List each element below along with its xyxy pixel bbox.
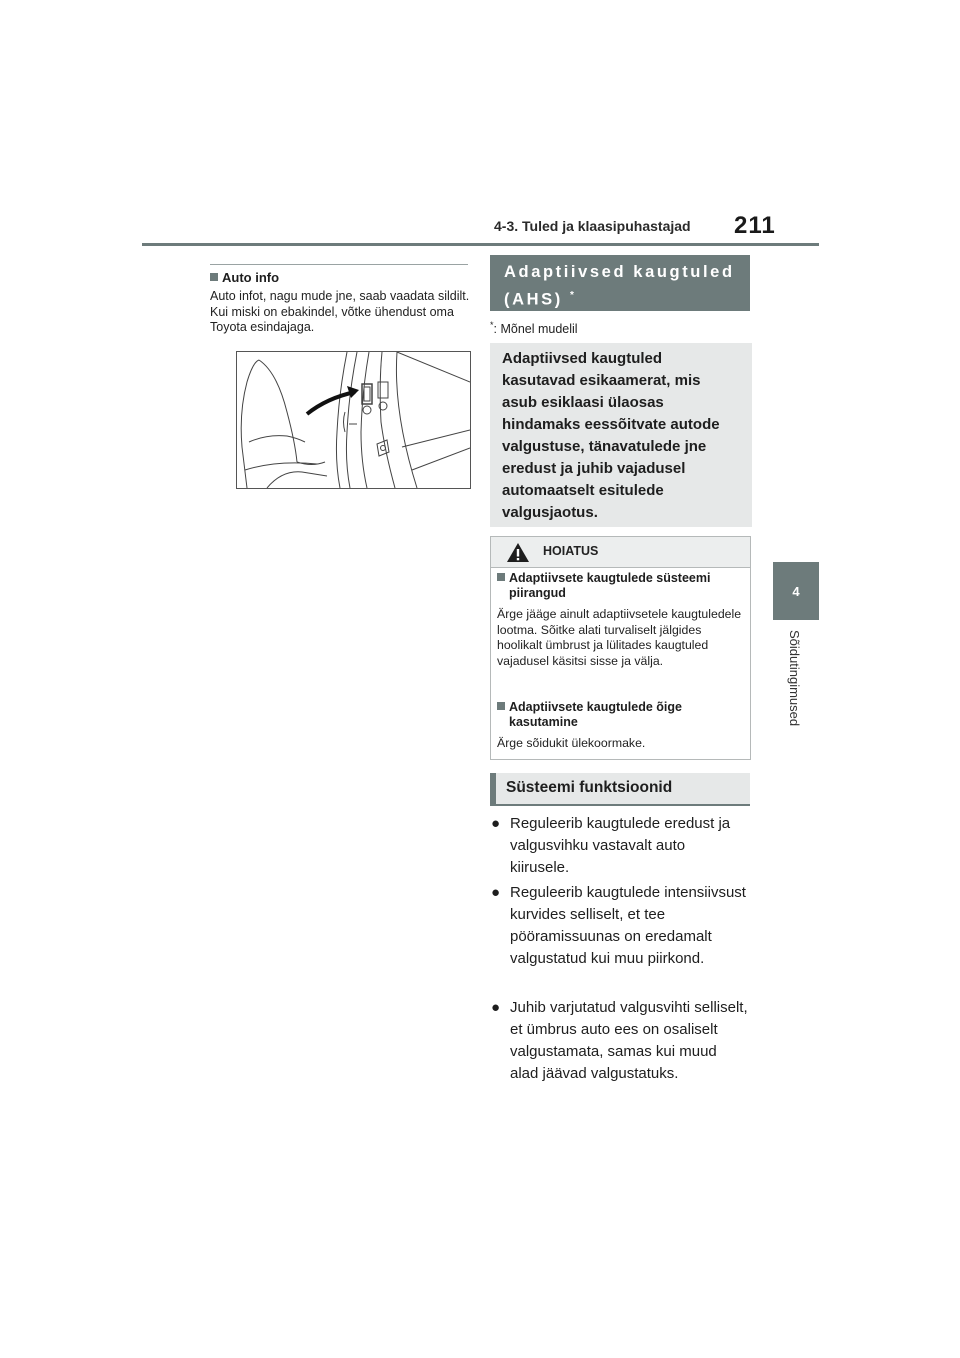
model-note-text: : Mõnel mudelil xyxy=(493,322,578,337)
warning-body-2: Ärge sõidukit ülekoormake. xyxy=(497,736,646,750)
ahs-title-line2: (AHS) xyxy=(504,290,563,309)
auto-info-heading-text: Auto info xyxy=(222,270,280,285)
door-pillar-label-illustration xyxy=(236,351,471,489)
left-divider xyxy=(210,264,468,265)
intro-line: eredust ja juhib vajadusel xyxy=(502,460,686,477)
function-bullet-2-text: Reguleerib kaugtulede intensiivsust kurvides selliselt, et tee pööramissuunas on eredamalt valgustatud kui muu piirkond. xyxy=(510,884,746,967)
warning-body-1: Ärge jääge ainult adaptiivsetele kaugtuledele lootma. Sõitke alati turvaliselt jälgides hoolikalt ümbrust ja lülitades kaugtuled vajadusel käsitsi sisse ja välja. xyxy=(497,607,742,668)
intro-line: Adaptiivsed kaugtuled xyxy=(502,350,663,367)
system-functions-heading xyxy=(490,773,750,804)
warning-header xyxy=(491,537,750,568)
intro-line: valgustuse, tänavatulede jne xyxy=(502,438,707,455)
page-number: 211 xyxy=(734,212,776,239)
function-bullet-2 xyxy=(491,882,753,994)
bullet-dot-icon: ● xyxy=(491,884,501,901)
ahs-title-line1: Adaptiivsed kaugtuled xyxy=(504,263,735,281)
square-bullet-icon xyxy=(210,273,218,281)
warning-triangle-icon xyxy=(506,542,530,563)
ahs-title-asterisk: * xyxy=(570,290,574,301)
warning-subheading-2-text: Adaptiivsete kaugtulede õige kasutamine xyxy=(509,700,682,729)
function-bullet-3-text: Juhib varjutatud valgusvihti selliselt, et ümbrus auto ees on osaliselt valgustamata, samas kui muud alad jäävad valgustatuks. xyxy=(510,999,748,1082)
function-bullet-3 xyxy=(491,997,753,1109)
section-title: 4-3. Tuled ja klaasipuhastajad xyxy=(494,218,691,234)
chapter-number: 4 xyxy=(792,583,800,599)
function-bullet-1-text: Reguleerib kaugtulede eredust ja valgusvihku vastavalt auto kiirusele. xyxy=(510,815,731,876)
system-functions-divider xyxy=(490,804,750,806)
ahs-intro-box xyxy=(490,343,752,527)
auto-info-body: Auto infot, nagu mude jne, saab vaadata sildilt. Kui miski on ebakindel, võtke ühendust oma Toyota esindajaga. xyxy=(210,289,470,334)
square-bullet-icon xyxy=(497,573,505,581)
bullet-dot-icon: ● xyxy=(491,815,501,832)
intro-line: asub esiklaasi ülaosas xyxy=(502,394,664,411)
ahs-section-title xyxy=(490,255,750,311)
square-bullet-icon xyxy=(497,702,505,710)
auto-info-heading xyxy=(210,270,279,285)
illustration-svg xyxy=(237,352,470,488)
intro-line: valgusjaotus. xyxy=(502,504,598,521)
chapter-label xyxy=(786,630,806,750)
warning-subheading-2 xyxy=(497,700,742,730)
system-functions-title: Süsteemi funktsioonid xyxy=(506,779,673,796)
function-bullet-1 xyxy=(491,813,753,883)
model-note xyxy=(490,320,578,336)
intro-line: kasutavad esikaamerat, mis xyxy=(502,372,701,389)
warning-box xyxy=(490,536,751,760)
warning-subheading-1-text: Adaptiivsete kaugtulede süsteemi piirangud xyxy=(509,571,711,600)
warning-title: HOIATUS xyxy=(543,544,599,558)
warning-subheading-1 xyxy=(497,571,742,601)
chapter-tab[interactable] xyxy=(773,562,819,620)
chapter-label-text: Sõidutingimused xyxy=(787,630,802,727)
note-asterisk: * xyxy=(490,320,494,330)
bullet-dot-icon: ● xyxy=(491,999,501,1016)
intro-line: hindamaks eessõitvate autode xyxy=(502,416,720,433)
header-divider xyxy=(142,243,819,246)
intro-line: automaatselt esitulede xyxy=(502,482,664,499)
